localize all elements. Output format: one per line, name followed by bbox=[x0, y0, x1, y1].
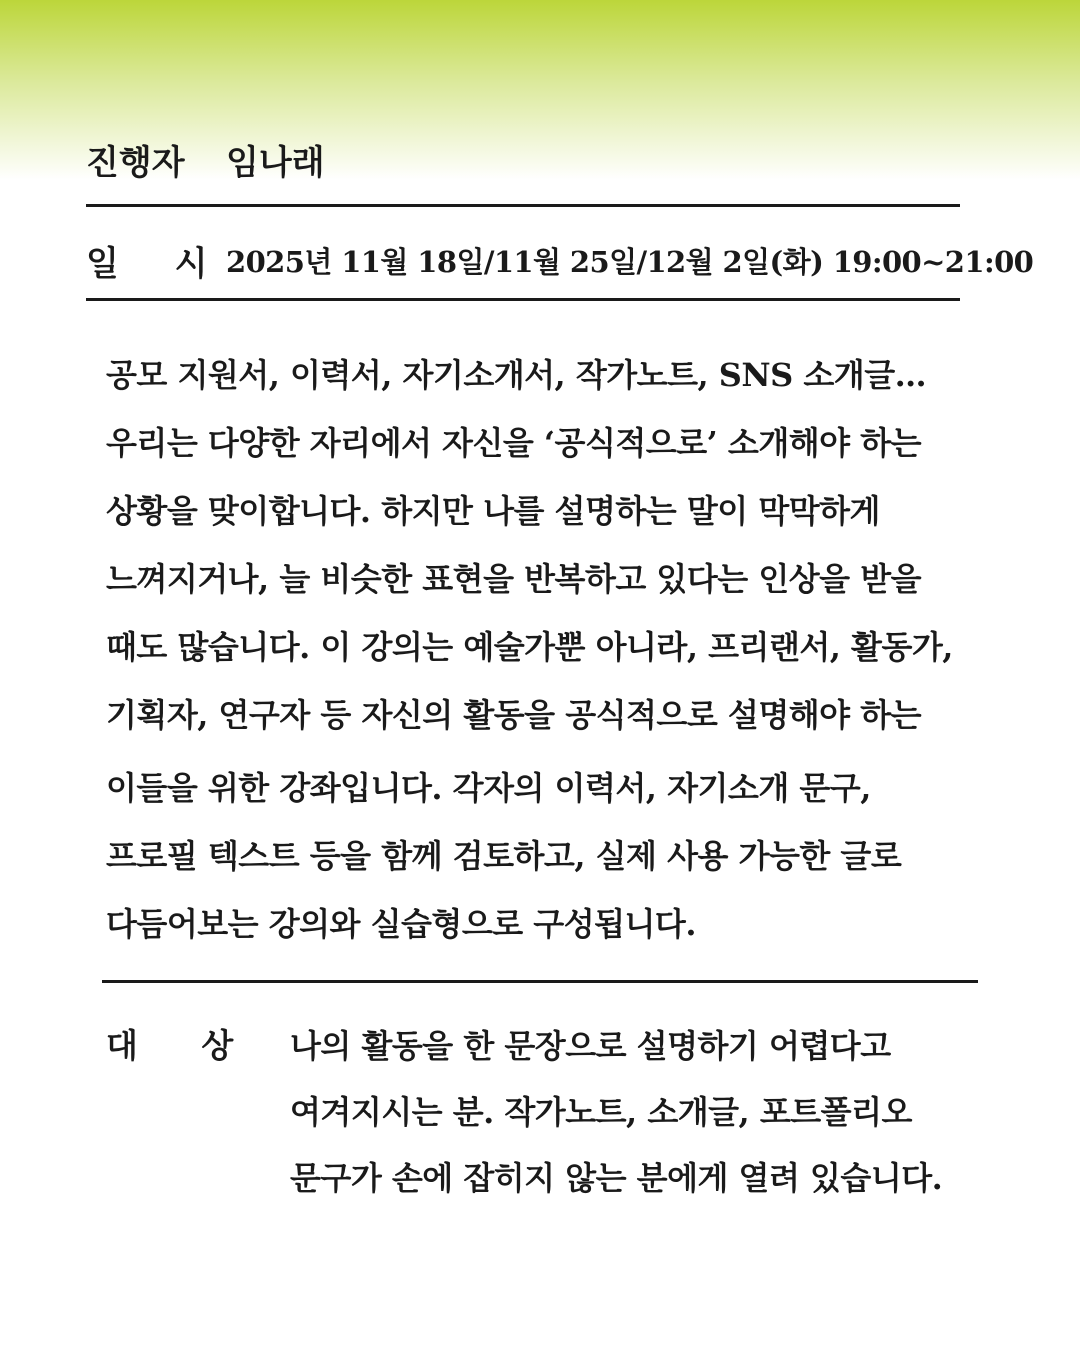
description-line: 기획자, 연구자 등 자신의 활동을 공식적으로 설명해야 하는 bbox=[106, 696, 922, 734]
schedule-label: 일 시 bbox=[86, 243, 230, 284]
target-label: 대 상 bbox=[106, 1026, 260, 1065]
presenter-row bbox=[86, 134, 325, 184]
schedule-row bbox=[86, 234, 1033, 286]
divider bbox=[102, 980, 978, 983]
divider bbox=[86, 298, 960, 301]
schedule-value: 2025년 11월 18일/11월 25일/12월 2일(화) 19:00~21:00 bbox=[226, 244, 1034, 279]
description-line: 공모 지원서, 이력서, 자기소개서, 작가노트, SNS 소개글… bbox=[106, 356, 927, 394]
target-line: 여겨지시는 분. 작가노트, 소개글, 포트폴리오 bbox=[290, 1093, 912, 1131]
description-line: 상황을 맞이합니다. 하지만 나를 설명하는 말이 막막하게 bbox=[106, 492, 880, 530]
description-line: 이들을 위한 강좌입니다. 각자의 이력서, 자기소개 문구, bbox=[106, 769, 871, 807]
presenter-name: 임나래 bbox=[226, 142, 325, 183]
description-line: 때도 많습니다. 이 강의는 예술가뿐 아니라, 프리랜서, 활동가, bbox=[106, 628, 953, 666]
description-line: 다듬어보는 강의와 실습형으로 구성됩니다. bbox=[106, 905, 696, 943]
description-line: 우리는 다양한 자리에서 자신을 ‘공식적으로’ 소개해야 하는 bbox=[106, 424, 922, 462]
presenter-label: 진행자 bbox=[86, 142, 185, 183]
target-line: 문구가 손에 잡히지 않는 분에게 열려 있습니다. bbox=[290, 1159, 943, 1197]
description-line: 느껴지거나, 늘 비슷한 표현을 반복하고 있다는 인상을 받을 bbox=[106, 560, 922, 598]
description-line: 프로필 텍스트 등을 함께 검토하고, 실제 사용 가능한 글로 bbox=[106, 837, 902, 875]
target-line: 나의 활동을 한 문장으로 설명하기 어렵다고 bbox=[290, 1027, 891, 1065]
divider bbox=[86, 204, 960, 207]
